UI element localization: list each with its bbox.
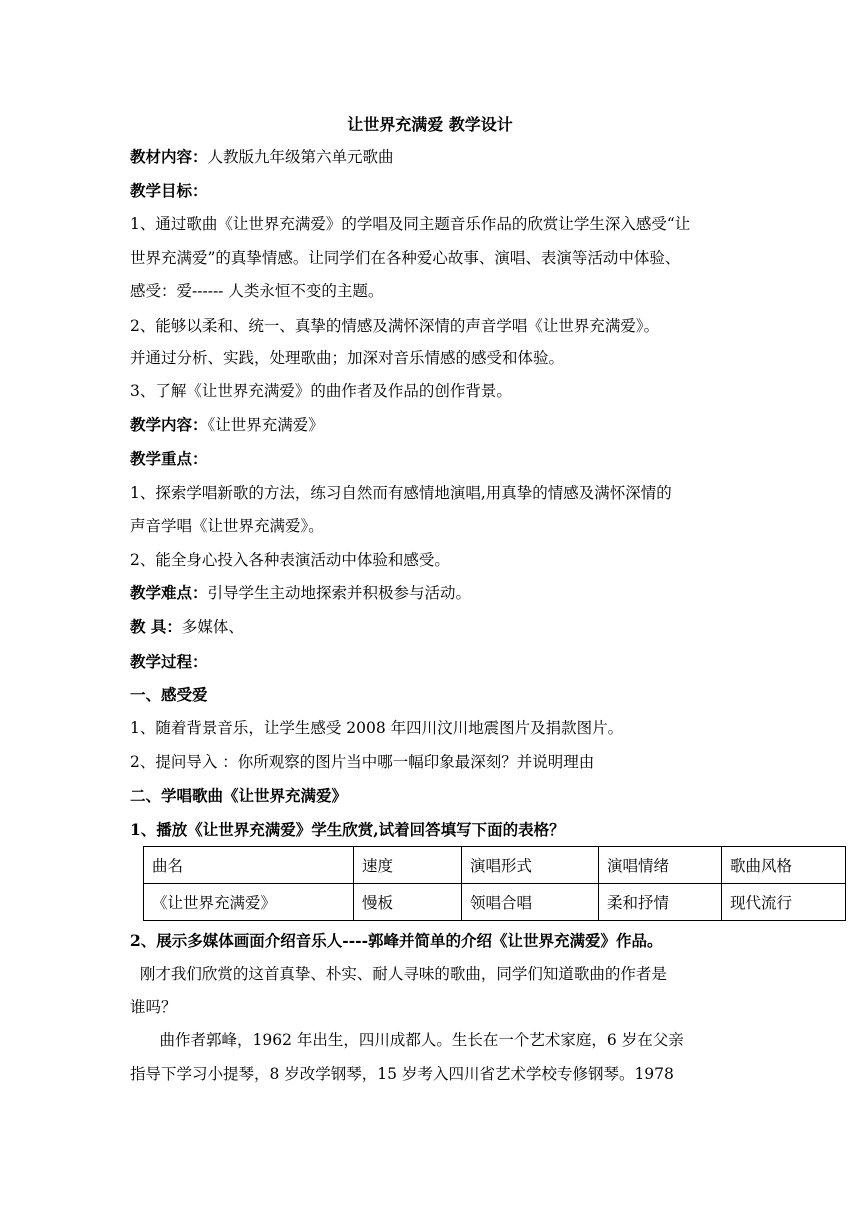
line-3 — [130, 248, 680, 268]
line-20 — [130, 820, 565, 840]
line-11 — [130, 516, 324, 536]
line-15 — [130, 652, 208, 672]
line-10 — [130, 483, 672, 503]
text: 2、能全身心投入各种表演活动中体验和感受。 — [130, 551, 450, 569]
line-7 — [130, 381, 512, 401]
line-4 — [130, 281, 383, 301]
text: 1、随着背景音乐，让学生感受 2008 年四川汶川地震图片及捐款图片。 — [130, 719, 624, 737]
text: 声音学唱《让世界充满爱》。 — [130, 517, 324, 535]
text: 刚才我们欣赏的这首真挚、朴实、耐人寻味的歌曲，同学们知道歌曲的作者是 — [130, 965, 667, 983]
text: 世界充满爱”的真挚情感。让同学们在各种爱心故事、演唱、表演等活动中体验、 — [130, 249, 681, 267]
line-0 — [130, 147, 394, 167]
line-1 — [130, 181, 208, 201]
table-row — [144, 884, 846, 921]
text: 《让世界充满爱》 — [207, 416, 324, 434]
line-5 — [130, 316, 659, 336]
label: 教 具： — [130, 617, 182, 636]
table-cell: 演唱情绪 — [599, 847, 722, 884]
text: 曲作者郭峰，1962 年出生，四川成都人。生长在一个艺术家庭，6 岁在父亲 — [130, 1031, 684, 1049]
label: 1、播放《让世界充满爱》学生欣赏,试着回答填写下面的表格？ — [130, 820, 565, 839]
label: 一、感受爱 — [130, 685, 208, 704]
text: 感受：爱------ 人类永恒不变的主题。 — [130, 282, 384, 300]
label: 教材内容： — [130, 147, 208, 166]
after-line-0 — [130, 931, 663, 951]
label: 教学过程： — [130, 652, 208, 671]
table-header-row — [144, 847, 846, 884]
label: 教学难点： — [130, 583, 208, 602]
line-6 — [130, 348, 564, 368]
line-18 — [130, 752, 594, 772]
text: 多媒体、 — [181, 618, 244, 636]
label: 教学重点： — [130, 449, 208, 468]
table-cell: 慢板 — [354, 884, 462, 921]
text: 并通过分析、实践，处理歌曲；加深对音乐情感的感受和体验。 — [130, 349, 565, 367]
line-13 — [130, 583, 471, 603]
label: 教学目标： — [130, 181, 208, 200]
text: 引导学生主动地探索并积极参与活动。 — [207, 584, 472, 602]
text: 指导下学习小提琴，8 岁改学钢琴，15 岁考入四川省艺术学校专修钢琴。1978 — [130, 1065, 674, 1083]
text: 1、探索学唱新歌的方法，练习自然而有感情地演唱,用真挚的情感及满怀深情的 — [130, 484, 672, 502]
table-cell: 领唱合唱 — [462, 884, 599, 921]
after-line-3 — [130, 1030, 684, 1050]
text: 1、通过歌曲《让世界充满爱》的学唱及同主题音乐作品的欣赏让学生深入感受“让 — [130, 215, 691, 233]
table-cell: 《让世界充满爱》 — [144, 884, 354, 921]
table-cell: 现代流行 — [722, 884, 846, 921]
label: 2、展示多媒体画面介绍音乐人----郭峰并简单的介绍《让世界充满爱》作品。 — [130, 931, 663, 950]
line-16 — [130, 685, 208, 705]
song-table — [143, 846, 846, 921]
table-cell: 演唱形式 — [462, 847, 599, 884]
line-2 — [130, 214, 690, 234]
text: 2、能够以柔和、统一、真挚的情感及满怀深情的声音学唱《让世界充满爱》。 — [130, 317, 660, 335]
table-cell: 歌曲风格 — [722, 847, 846, 884]
line-14 — [130, 617, 244, 637]
label: 教学内容： — [130, 415, 208, 434]
text: 3、了解《让世界充满爱》的曲作者及作品的创作背景。 — [130, 382, 512, 400]
text: 谁吗？ — [130, 998, 177, 1016]
label: 二、学唱歌曲《让世界充满爱》 — [130, 786, 348, 805]
after-line-4 — [130, 1064, 674, 1084]
table-cell: 速度 — [354, 847, 462, 884]
table-cell: 柔和抒情 — [599, 884, 722, 921]
after-line-1 — [130, 964, 667, 984]
line-9 — [130, 449, 208, 469]
line-19 — [130, 786, 347, 806]
doc-title: 让世界充满爱 教学设计 — [347, 115, 513, 134]
after-line-2 — [130, 997, 177, 1017]
line-8 — [130, 415, 324, 435]
text: 2、提问导入 ：你所观察的图片当中哪一幅印象最深刻？并说明理由 — [130, 753, 595, 771]
line-12 — [130, 550, 450, 570]
text: 人教版九年级第六单元歌曲 — [207, 148, 394, 166]
table-cell: 曲名 — [144, 847, 354, 884]
line-17 — [130, 718, 623, 738]
